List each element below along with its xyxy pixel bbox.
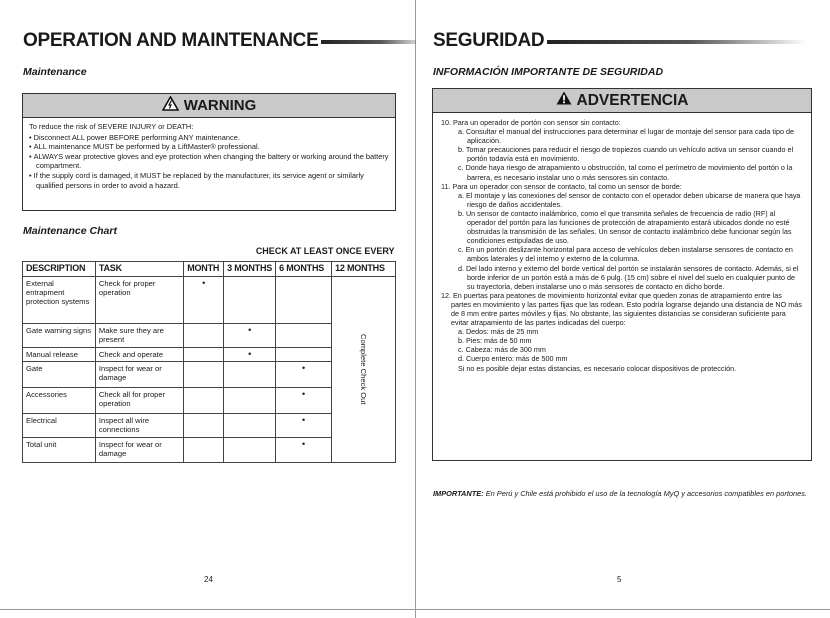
maintenance-subheading: Maintenance (23, 66, 87, 78)
list-item: d. Cuerpo entero: más de 500 mm (458, 354, 568, 364)
empty-cell (276, 323, 332, 347)
column-header: TASK (95, 261, 183, 276)
advertencia-body (433, 113, 811, 378)
row-task: Make sure they are present (95, 323, 183, 347)
complete-check-out-label: Complete Check Out (359, 333, 369, 405)
right-page-title: SEGURIDAD (433, 30, 545, 51)
check-dot: • (276, 437, 332, 462)
right-page-heading (433, 30, 807, 52)
check-dot: • (224, 347, 276, 361)
important-text: En Perú y Chile está prohibido el uso de la tecnología MyQ y accesorios compatibles en portones. (483, 489, 807, 498)
column-header: 6 MONTHS (276, 261, 332, 276)
empty-cell (184, 361, 224, 387)
maintenance-chart-table (22, 247, 396, 463)
twelve-month-cell (332, 276, 396, 462)
check-dot: • (276, 361, 332, 387)
list-item: c. En un portón deslizante horizontal para acceso de vehículos deben instalarse sensores de contacto en ambos laterales y del interno y externo de la columna. (458, 245, 793, 264)
check-dot: • (276, 387, 332, 413)
list-item: a. El montaje y las conexiones del sensor de contacto con el operador deben ubicarse de manera que haya riesgo de daños accidentales. (458, 190, 801, 209)
empty-cell (184, 323, 224, 347)
row-description: Gate warning signs (23, 323, 96, 347)
list-item: b. Pies: más de 50 mm (458, 336, 532, 346)
row-description: Electrical (23, 413, 96, 437)
maintenance-chart-heading: Maintenance Chart (23, 225, 117, 237)
heading-rule (547, 40, 807, 44)
list-item: 10. Para un operador de portón con sensor sin contacto: (441, 118, 621, 127)
list-item: b. Un sensor de contacto inalámbrico, como el que transmita señales de frecuencia de radio (RF) al operador del portón para las funciones de protección de atrapamiento estará ubicados donde no esté obstruidas la transmisión de las señales. Un sensor de contacto inalámbrico debe funcionar según las condiciones estipuladas de uso. (458, 208, 792, 246)
warning-header (23, 94, 395, 118)
check-dot: • (224, 323, 276, 347)
important-label: IMPORTANTE: (433, 489, 484, 498)
list-item: b. Tomar precauciones para reducir el riesgo de tropiezos cuando un vehículo activa un sensor cuando el portón todavía está en movimiento. (458, 145, 794, 164)
row-task: Check for proper operation (95, 276, 183, 323)
empty-cell (224, 437, 276, 462)
row-task: Inspect for wear or damage (95, 361, 183, 387)
left-page-number: 24 (204, 575, 213, 584)
warning-triangle-icon (162, 96, 179, 115)
warning-item: • ALWAYS wear protective gloves and eye protection when changing the battery or working around the battery compartment. (29, 152, 389, 171)
empty-cell (224, 413, 276, 437)
check-every-label: CHECK AT LEAST ONCE EVERY (23, 247, 396, 261)
warning-body (23, 118, 395, 194)
list-item: c. Cabeza: más de 300 mm (458, 345, 546, 355)
warning-box (22, 93, 396, 211)
list-item: Si no es posible dejar estas distancias, es necesario colocar dispositivos de protección. (458, 363, 737, 373)
row-task: Inspect for wear or damage (95, 437, 183, 462)
row-task: Check and operate (95, 347, 183, 361)
important-note (433, 489, 813, 499)
warning-intro: To reduce the risk of SEVERE INJURY or DEATH: (29, 122, 194, 131)
frame-bottom-line (0, 609, 830, 610)
heading-rule (321, 40, 429, 44)
empty-cell (224, 387, 276, 413)
list-item: d. Del lado interno y externo del borde vertical del portón se instalarán sensores de contacto. Además, si el borde inferior de un portón está a más de 6 pulg. (15 cm) sobre el nivel del suelo en cualquier punto de su trayectoria, deben instalarse uno o más sensores de contacto en dicho borde. (458, 263, 799, 291)
right-page (416, 0, 830, 618)
empty-cell (184, 413, 224, 437)
empty-cell (276, 276, 332, 323)
right-page-number: 5 (617, 575, 622, 584)
check-dot: • (184, 276, 224, 323)
row-description: External entrapment protection systems (23, 276, 96, 323)
row-description: Total unit (23, 437, 96, 462)
column-header: DESCRIPTION (23, 261, 96, 276)
row-task: Inspect all wire connections (95, 413, 183, 437)
advertencia-header (433, 89, 811, 113)
advertencia-box (432, 88, 812, 461)
empty-cell (224, 276, 276, 323)
empty-cell (276, 347, 332, 361)
row-description: Gate (23, 361, 96, 387)
warning-item: • ALL maintenance MUST be performed by a LiftMaster® professional. (29, 142, 389, 152)
row-task: Check all for proper operation (95, 387, 183, 413)
warning-label: WARNING (183, 97, 257, 114)
row-description: Manual release (23, 347, 96, 361)
safety-info-subheading: INFORMACIÓN IMPORTANTE DE SEGURIDAD (433, 66, 664, 78)
empty-cell (184, 387, 224, 413)
empty-cell (184, 437, 224, 462)
warning-exclamation-icon (556, 91, 572, 110)
left-page-heading (23, 30, 429, 52)
empty-cell (224, 361, 276, 387)
list-item: 11. Para un operador con sensor de contacto, tal como un sensor de borde: (441, 181, 682, 191)
warning-item: • Disconnect ALL power BEFORE performing ANY maintenance. (29, 133, 389, 143)
table-row (23, 276, 396, 323)
warning-item: • If the supply cord is damaged, it MUST be replaced by the manufacturer, its service agent or similarly qualified persons in order to avoid a hazard. (29, 171, 389, 190)
list-item: a. Consultar el manual del instrucciones para determinar el lugar de montaje del sensor para cada tipo de aplicación. (458, 127, 795, 146)
advertencia-label: ADVERTENCIA (576, 91, 689, 109)
list-item: 12. En puertas para peatones de movimiento horizontal evitar que queden zonas de atrapamiento entre las partes en movimiento y las partes fijas que las rodean. Esto podría lograrse dejando una distancia de NO más de 8 mm entre partes móviles y fijas. No obstante, las siguientes distancias se consideran suficiente para evitar atrapamiento de las partes indicadas del cuerpo: (441, 290, 802, 328)
table-header-row (23, 261, 396, 276)
check-dot: • (276, 413, 332, 437)
row-description: Accessories (23, 387, 96, 413)
column-header: 12 MONTHS (332, 261, 396, 276)
list-item: a. Dedos: más de 25 mm (458, 327, 539, 337)
list-item: c. Donde haya riesgo de atrapamiento u obstrucción, tal como el perímetro de movimiento del portón o la barrera, es necesario instalar uno o más sensores sin contacto. (458, 163, 793, 182)
left-page-title: OPERATION AND MAINTENANCE (23, 30, 319, 51)
empty-cell (184, 347, 224, 361)
column-header: MONTH (184, 261, 224, 276)
column-header: 3 MONTHS (224, 261, 276, 276)
